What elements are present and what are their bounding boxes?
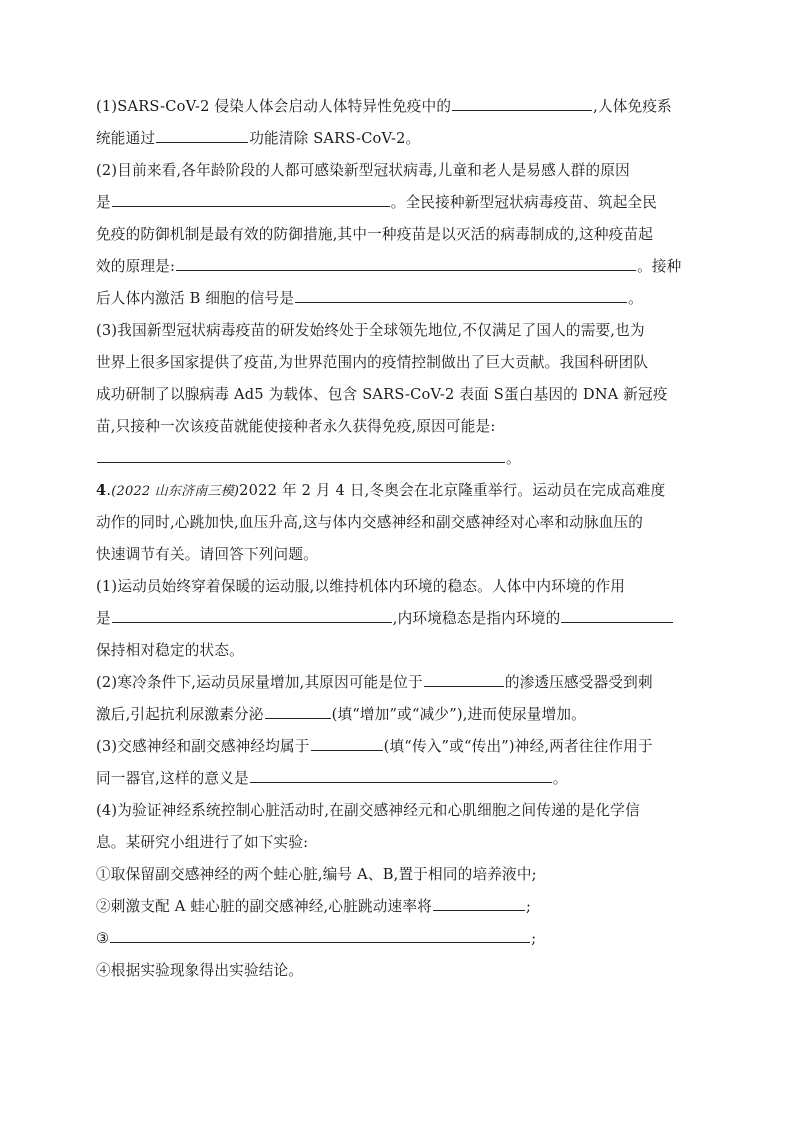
q4-part3-line2 [96,768,568,790]
q4-intro-text-a: 2022 年 2 月 4 日,冬奥会在北京隆重举行。运动员在完成高难度 [239,482,666,499]
q4-intro-line3 [96,544,318,566]
q3-part2-line3 [96,224,653,246]
q3-part3-blank-1[interactable] [97,448,505,463]
q4-part2-text-b: 的渗透压感受器受到刺 [504,674,653,691]
q3-part3-text-d: 苗,只接种一次该疫苗就能使接种者永久获得免疫,原因可能是: [96,418,496,435]
q3-part1-line2 [96,128,420,150]
q4-part1-blank-1[interactable] [112,608,392,623]
q4-part1-text-b: 是 [96,610,111,627]
q3-part2-text-d: 免疫的防御机制是最有效的防御措施,其中一种疫苗是以灭活的病毒制成的,这种疫苗起 [96,226,654,243]
q3-part2-blank-2[interactable] [176,256,636,271]
q3-part2-text-e: 效的原理是: [96,258,176,275]
q3-part3-line4 [96,416,495,438]
q4-part4-text-b: 息。某研究小组进行了如下实验: [96,834,309,851]
q3-part2-text-a: (2)目前来看,各年龄阶段的人都可感染新型冠状病毒,儿童和老人是易感人群的原因 [96,162,630,179]
q4-part3-line1 [96,736,653,758]
q4-part4-line1 [96,800,640,822]
q4-part3-text-d: 。 [552,770,568,787]
q3-part2-line1 [96,160,630,182]
q3-part3-line3 [96,384,668,406]
q4-source: (2022 山东济南三模) [111,484,240,499]
q4-step2-text-b: ; [525,898,532,915]
q4-step3-text-a: ③ [96,930,110,947]
q4-step3-blank[interactable] [110,928,530,943]
q4-intro-text-c: 快速调节有关。请回答下列问题。 [96,546,318,563]
q3-part3-line5 [96,448,521,470]
q4-part1-line2 [96,608,674,630]
q3-part3-line1 [96,320,645,342]
q4-step1-text: ①取保留副交感神经的两个蛙心脏,编号 A、B,置于相同的培养液中; [96,866,537,883]
q4-part1-line3 [96,640,244,662]
q4-part4-line2 [96,832,308,854]
q4-part2-blank-2[interactable] [265,704,331,719]
q4-part3-text-c: 同一器官,这样的意义是 [96,770,249,787]
q3-part1-text-c: 统能通过 [96,130,156,147]
q4-step3-text-b: ; [531,930,537,947]
q4-part3-text-b: (填“传入”或“传出”)神经,两者往往作用于 [383,738,653,755]
q4-step4 [96,960,303,982]
q4-step2-blank[interactable] [433,896,525,911]
q4-part2-text-c: 激后,引起抗利尿激素分泌 [96,706,264,723]
q4-step1 [96,864,537,886]
q4-intro-line2 [96,512,643,534]
q3-part2-line4 [96,256,681,278]
q4-part1-text-c: ,内环境稳态是指内环境的 [392,610,561,627]
q4-part2-text-d: (填“增加”或“减少”),进而使尿量增加。 [331,706,586,723]
q4-part3-blank-2[interactable] [250,768,552,783]
q3-part2-line5 [96,288,643,310]
q4-part2-line2 [96,704,586,726]
q4-intro-line1: 4.(2022 山东济南三模)2022 年 2 月 4 日,冬奥会在北京隆重举行。运动员在完成高难度 [96,482,666,499]
q3-part2-line2 [96,192,657,214]
q4-part1-text-d: 保持相对稳定的状态。 [96,642,244,659]
q4-step2-text-a: ②刺激支配 A 蛙心脏的副交感神经,心脏跳动速率将 [96,898,432,915]
q3-part1-text-d: 功能清除 SARS-CoV-2。 [249,130,421,147]
q4-intro-text-b: 动作的同时,心跳加快,血压升高,这与体内交感神经和副交感神经对心率和动脉血压的 [96,514,644,531]
q4-step2 [96,896,531,918]
q3-part2-text-g: 后人体内激活 B 细胞的信号是 [96,290,295,307]
q4-step4-text: ④根据实验现象得出实验结论。 [96,962,304,979]
q3-part2-blank-1[interactable] [112,192,390,207]
q3-part3-line2 [96,352,648,374]
q4-part2-line1 [96,672,653,694]
q3-part1-blank-2[interactable] [156,128,248,143]
q3-part2-text-c: 。全民接种新型冠状病毒疫苗、筑起全民 [390,194,658,211]
q3-part1-text-b: ,人体免疫系 [593,98,672,115]
q4-part2-blank-1[interactable] [424,672,504,687]
q3-part1-line1 [96,96,672,118]
q3-part1-blank-1[interactable] [452,96,592,111]
q3-part2-text-b: 是 [96,194,111,211]
q4-part1-text-a: (1)运动员始终穿着保暖的运动服,以维持机体内环境的稳态。人体中内环境的作用 [96,578,626,595]
q3-part3-text-b: 世界上很多国家提供了疫苗,为世界范围内的疫情控制做出了巨大贡献。我国科研团队 [96,354,649,371]
q4-part2-text-a: (2)寒冷条件下,运动员尿量增加,其原因可能是位于 [96,674,423,691]
q4-number: 4 [96,482,107,499]
q4-part1-line1 [96,576,625,598]
q3-part2-text-h: 。 [628,290,643,307]
q3-part2-blank-3[interactable] [295,288,627,303]
q4-part3-blank-1[interactable] [311,736,383,751]
q3-part3-text-c: 成功研制了以腺病毒 Ad5 为载体、包含 SARS-CoV-2 表面 S蛋白基因的 DNA 新冠疫 [96,386,668,403]
q3-part3-text-e: 。 [506,450,521,467]
q3-part2-text-f: 。接种 [637,258,682,275]
q4-part4-text-a: (4)为验证神经系统控制心脏活动时,在副交感神经元和心肌细胞之间传递的是化学信 [96,802,640,819]
q3-part1-text-a: (1)SARS-CoV-2 侵染人体会启动人体特异性免疫中的 [96,98,452,115]
q4-step3 [96,928,536,950]
q3-part3-text-a: (3)我国新型冠状病毒疫苗的研发始终处于全球领先地位,不仅满足了国人的需要,也为 [96,322,645,339]
q4-part1-blank-2[interactable] [561,608,673,623]
q4-part3-text-a: (3)交感神经和副交感神经均属于 [96,738,310,755]
